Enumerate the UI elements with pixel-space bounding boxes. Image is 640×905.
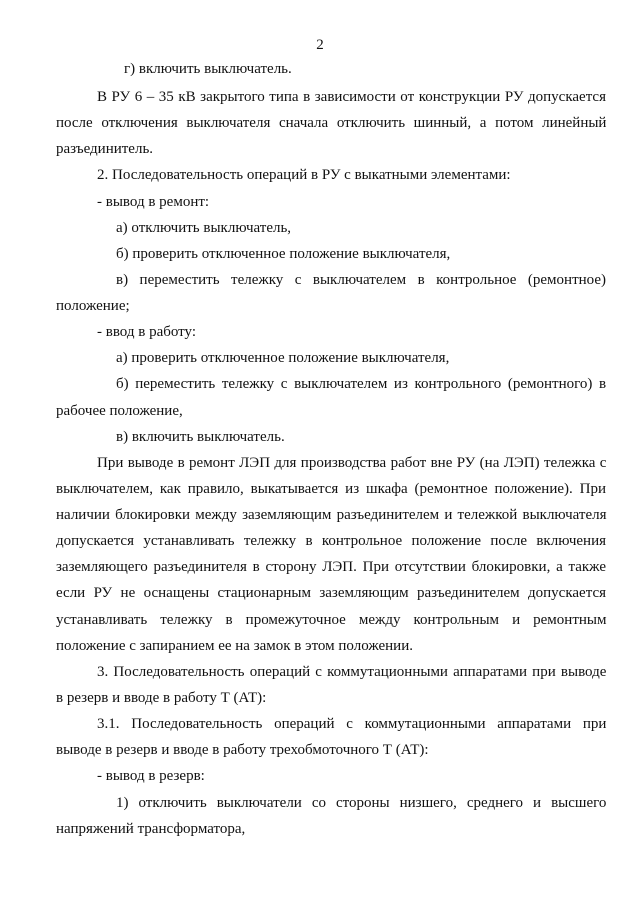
- text-line: а) проверить отключенное положение выключателя,: [116, 350, 450, 366]
- text-line: При выводе в ремонт ЛЭП для производства работ вне РУ (на ЛЭП) тележка с: [97, 455, 607, 471]
- text-line: положение с запиранием ее на замок в этом положении.: [56, 638, 413, 654]
- text-line: устанавливать тележку в промежуточное между контрольным и ремонтным: [56, 612, 607, 628]
- text-line: наличии блокировки между заземляющим разъединителем и тележкой выключателя: [56, 507, 607, 523]
- text-line: заземляющего разъединителя в сторону ЛЭП. При отсутствии блокировки, а также: [56, 559, 606, 575]
- text-line: - вывод в ремонт:: [97, 194, 210, 210]
- text-line: выводе в резерв и вводе в работу трехобмоточного Т (АТ):: [56, 742, 429, 758]
- text-line: напряжений трансформатора,: [56, 821, 246, 837]
- text-line: 2. Последовательность операций в РУ с выкатными элементами:: [97, 167, 511, 183]
- text-line: 1) отключить выключатели со стороны низшего, среднего и высшего: [116, 795, 607, 811]
- text-line: б) переместить тележку с выключателем из контрольного (ремонтного) в: [116, 376, 607, 392]
- text-line: положение;: [56, 298, 130, 314]
- text-line: 3.1. Последовательность операций с коммутационными аппаратами при: [97, 716, 607, 732]
- page-number: 2: [316, 37, 324, 53]
- text-line: в) включить выключатель.: [116, 429, 285, 445]
- text-line: 3. Последовательность операций с коммутационными аппаратами при выводе: [97, 664, 607, 680]
- text-line: г) включить выключатель.: [124, 61, 292, 77]
- text-line: В РУ 6 – 35 кВ закрытого типа в зависимости от конструкции РУ допускается: [97, 89, 606, 105]
- text-line: если РУ не оснащены стационарным заземляющим разъединителем допускается: [56, 585, 606, 601]
- text-line: - ввод в работу:: [97, 324, 197, 340]
- text-line: после отключения выключателя сначала отключить шинный, а потом линейный: [56, 115, 607, 131]
- text-line: а) отключить выключатель,: [116, 220, 292, 236]
- text-line: выключателем, как правило, выкатывается из шкафа (ремонтное положение). При: [56, 481, 606, 497]
- text-line: б) проверить отключенное положение выключателя,: [116, 246, 451, 262]
- text-line: в резерв и вводе в работу Т (АТ):: [56, 690, 267, 706]
- text-line: рабочее положение,: [56, 403, 183, 419]
- text-line: в) переместить тележку с выключателем в контрольное (ремонтное): [116, 272, 606, 288]
- text-line: - вывод в резерв:: [97, 768, 205, 784]
- text-line: допускается устанавливать тележку в контрольное положение после включения: [56, 533, 606, 549]
- text-line: разъединитель.: [56, 141, 154, 157]
